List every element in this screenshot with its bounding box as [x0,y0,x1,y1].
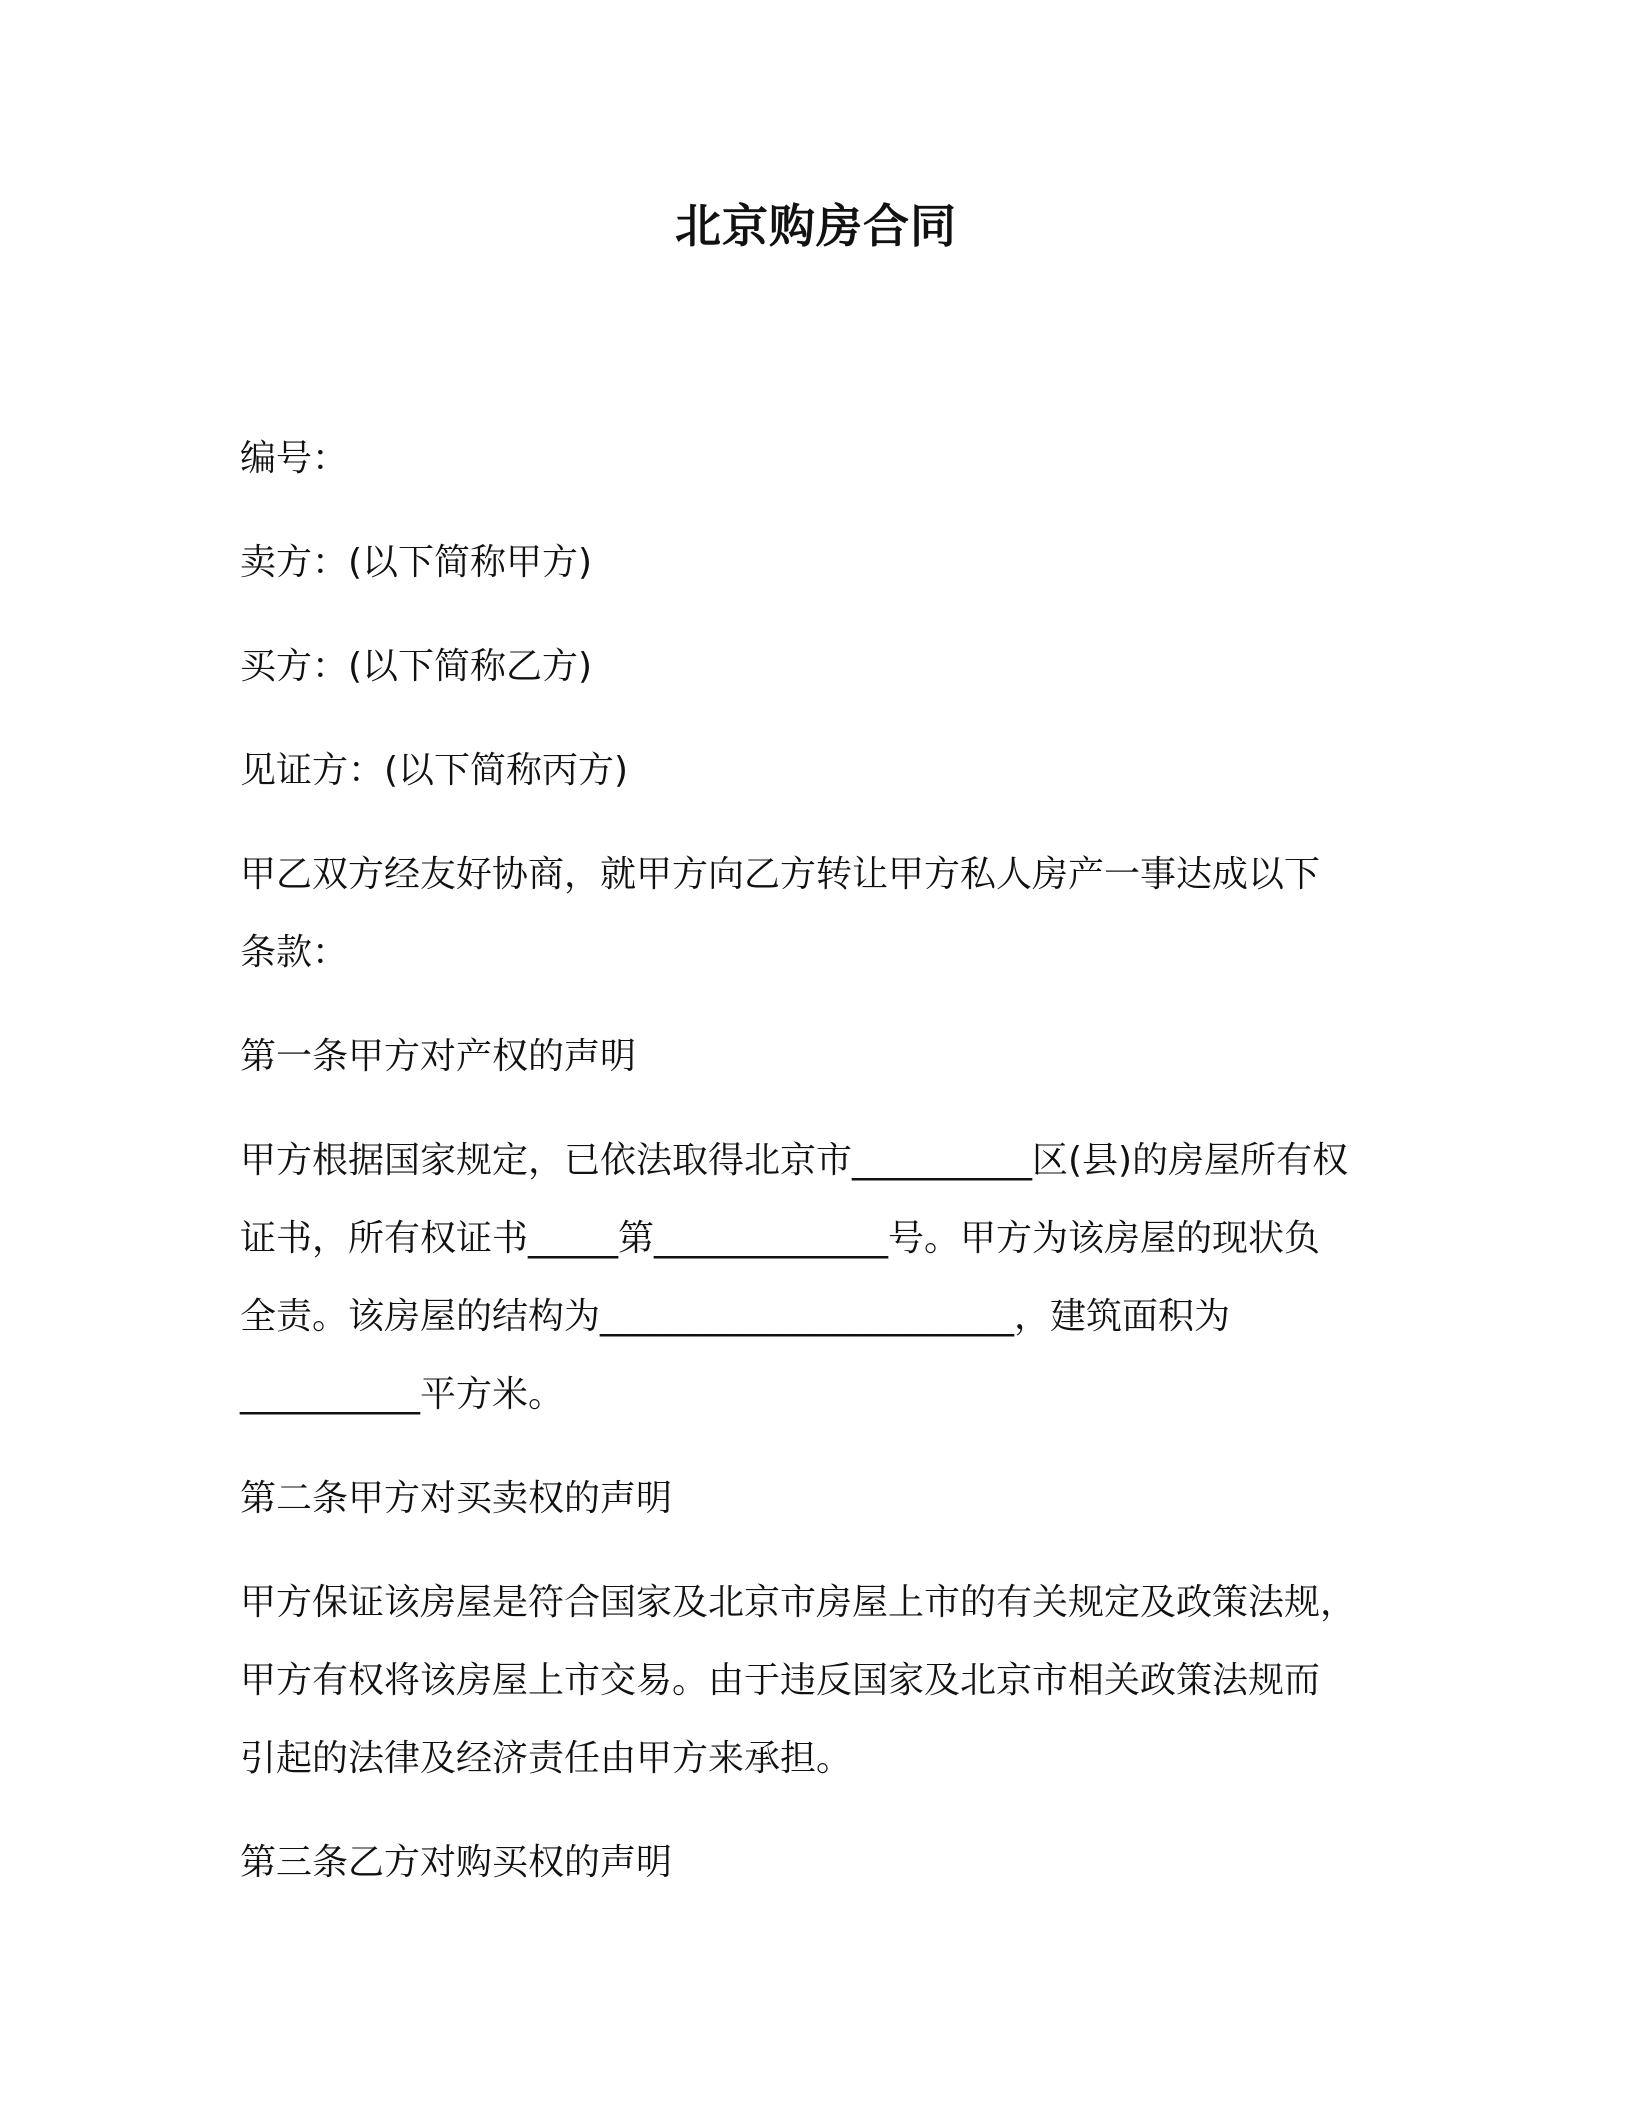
seller-field: 卖方：(以下简称甲方) [240,542,593,583]
article-1-line: __________平方米。 [240,1374,565,1415]
document-body [240,420,1390,1928]
buyer-field: 买方：(以下简称乙方) [240,646,593,687]
article-2-line: 甲方有权将该房屋上市交易。由于违反国家及北京市相关政策法规而 [240,1660,1321,1701]
article-1-heading: 第一条甲方对产权的声明 [240,1036,637,1077]
article-1-line: 甲方根据国家规定，已依法取得北京市__________区(县)的房屋所有权 [240,1140,1349,1181]
witness-field: 见证方：(以下简称丙方) [240,750,629,791]
article-1-line: 全责。该房屋的结构为_______________________，建筑面积为 [240,1296,1231,1337]
article-2-paragraph [240,1564,1390,1798]
article-1-paragraph [240,1122,1390,1434]
intro-line: 条款： [240,932,349,973]
article-2-line: 引起的法律及经济责任由甲方来承担。 [240,1738,853,1779]
intro-line: 甲乙双方经友好协商，就甲方向乙方转让甲方私人房产一事达成以下 [240,854,1321,895]
article-2-heading: 第二条甲方对买卖权的声明 [240,1478,673,1519]
contract-number-field: 编号： [240,438,349,479]
document-title: 北京购房合同 [675,199,957,253]
article-1-line: 证书，所有权证书_____第_____________号。甲方为该房屋的现状负 [240,1218,1321,1259]
article-2-line: 甲方保证该房屋是符合国家及北京市房屋上市的有关规定及政策法规， [240,1582,1357,1623]
article-3-heading: 第三条乙方对购买权的声明 [240,1842,673,1883]
intro-paragraph [240,836,1390,992]
